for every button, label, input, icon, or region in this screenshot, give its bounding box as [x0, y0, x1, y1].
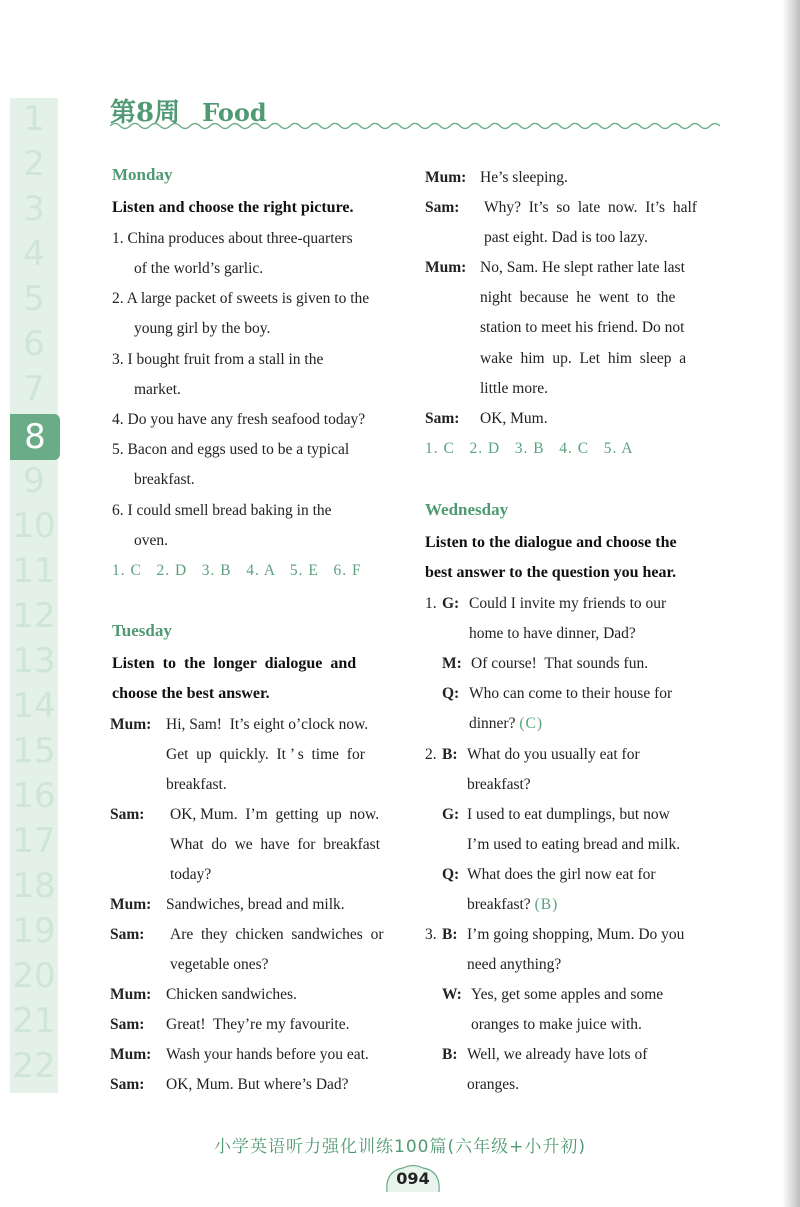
page-title: Food	[202, 98, 267, 127]
week-tab[interactable]: 2	[23, 144, 45, 184]
week-tab[interactable]: 20	[12, 956, 56, 996]
dialogue-text: dinner?	[469, 715, 516, 732]
week-tab[interactable]: 12	[12, 596, 56, 636]
week-tab[interactable]: 13	[12, 641, 56, 681]
monday-line: oven.	[134, 532, 169, 549]
dialogue-line: OK, Mum. I’m getting up now.	[170, 806, 380, 823]
week-tab[interactable]: 1	[23, 99, 45, 139]
monday-line: 4. Do you have any fresh seafood today?	[112, 411, 366, 428]
speaker-label: Mum:	[425, 169, 467, 186]
question-number: 3.	[425, 926, 437, 943]
tuesday-heading: Tuesday	[112, 621, 172, 640]
dialogue-line: wake him up. Let him sleep a	[480, 350, 687, 367]
speaker-label: M:	[442, 655, 462, 672]
page-edge-shadow	[782, 0, 800, 1207]
dialogue-line: OK, Mum.	[480, 410, 548, 427]
monday-line: young girl by the boy.	[134, 320, 271, 337]
week-tab[interactable]: 21	[12, 1001, 56, 1041]
monday-answers: 1. C 2. D 3. B 4. A 5. E 6. F	[112, 562, 362, 579]
speaker-label: Sam:	[110, 1016, 145, 1033]
dialogue-line: Hi, Sam! It’s eight o’clock now.	[166, 716, 369, 733]
week-tab[interactable]: 4	[23, 234, 45, 274]
speaker-label: Sam:	[425, 410, 460, 427]
dialogue-line: He’s sleeping.	[480, 169, 568, 186]
speaker-label: Sam:	[110, 926, 145, 943]
dialogue-line: vegetable ones?	[170, 956, 269, 973]
dialogue-line: station to meet his friend. Do not	[480, 319, 685, 336]
week-tab[interactable]: 3	[23, 189, 45, 229]
speaker-label: Sam:	[110, 806, 145, 823]
week-tab[interactable]: 9	[23, 461, 45, 501]
speaker-label: Mum:	[425, 259, 467, 276]
dialogue-line: need anything?	[467, 956, 562, 973]
dialogue-line: Sandwiches, bread and milk.	[166, 896, 345, 913]
dialogue-line: past eight. Dad is too lazy.	[484, 229, 648, 246]
dialogue-line: I’m going shopping, Mum. Do you	[467, 926, 685, 943]
monday-line: breakfast.	[134, 471, 195, 488]
tuesday-instruction: Listen to the longer dialogue and	[112, 655, 357, 672]
dialogue-line: OK, Mum. But where’s Dad?	[166, 1076, 349, 1093]
monday-line: 6. I could smell bread baking in the	[112, 502, 332, 519]
week-tab-active[interactable]: 8	[10, 414, 60, 460]
monday-line: 2. A large packet of sweets is given to the	[112, 290, 370, 307]
week-tab[interactable]: 10	[12, 506, 56, 546]
dialogue-line: What do you usually eat for	[467, 746, 640, 763]
wednesday-instruction: best answer to the question you hear.	[425, 564, 677, 581]
speaker-label: B:	[442, 926, 458, 943]
tuesday-answers: 1. C 2. D 3. B 4. C 5. A	[425, 440, 634, 457]
dialogue-line: home to have dinner, Dad?	[469, 625, 636, 642]
wednesday-heading: Wednesday	[425, 500, 509, 519]
dialogue-text: breakfast?	[467, 896, 531, 913]
dialogue-line: Wash your hands before you eat.	[166, 1046, 369, 1063]
dialogue-line: Who can come to their house for	[469, 685, 673, 702]
speaker-label: G:	[442, 595, 460, 612]
week-tab[interactable]: 18	[12, 866, 56, 906]
dialogue-line: Of course! That sounds fun.	[471, 655, 649, 672]
speaker-label: Q:	[442, 685, 460, 702]
monday-line: 5. Bacon and eggs used to be a typical	[112, 441, 350, 458]
week-tab[interactable]: 22	[12, 1046, 56, 1086]
week-label: 第8周	[110, 98, 181, 128]
answer-mark: (C)	[519, 715, 544, 732]
dialogue-line: Get up quickly. It ’ s time for	[166, 746, 365, 763]
week-tab[interactable]: 7	[23, 369, 45, 409]
speaker-label: Mum:	[110, 1046, 152, 1063]
speaker-label: Mum:	[110, 716, 152, 733]
dialogue-line: oranges.	[467, 1076, 520, 1093]
header-wave-divider	[110, 121, 720, 131]
dialogue-line: Chicken sandwiches.	[166, 986, 297, 1003]
week-tab[interactable]: 16	[12, 776, 56, 816]
dialogue-line: Why? It’s so late now. It’s half	[484, 199, 697, 216]
dialogue-line: Could I invite my friends to our	[469, 595, 667, 612]
page-number: 094	[396, 1169, 430, 1188]
question-number: 2.	[425, 746, 437, 763]
dialogue-line	[467, 896, 558, 914]
week-tab[interactable]: 14	[12, 686, 56, 726]
speaker-label: Mum:	[110, 986, 152, 1003]
monday-line: 1. China produces about three-quarters	[112, 230, 353, 247]
week-tab[interactable]: 11	[12, 551, 56, 591]
dialogue-line: No, Sam. He slept rather late last	[480, 259, 685, 276]
question-number: 1.	[425, 595, 437, 612]
monday-heading: Monday	[112, 165, 173, 184]
speaker-label: W:	[442, 986, 462, 1003]
dialogue-line: breakfast?	[467, 776, 531, 793]
dialogue-line: What does the girl now eat for	[467, 866, 656, 883]
wednesday-instruction: Listen to the dialogue and choose the	[425, 534, 677, 551]
tuesday-instruction: choose the best answer.	[112, 685, 270, 702]
week-tab[interactable]: 6	[23, 324, 45, 364]
speaker-label: G:	[442, 806, 460, 823]
speaker-label: Q:	[442, 866, 460, 883]
speaker-label: Mum:	[110, 896, 152, 913]
dialogue-line	[469, 715, 543, 733]
speaker-label: B:	[442, 1046, 458, 1063]
dialogue-line: I used to eat dumplings, but now	[467, 806, 670, 823]
dialogue-line: Great! They’re my favourite.	[166, 1016, 350, 1033]
dialogue-line: I’m used to eating bread and milk.	[467, 836, 681, 853]
dialogue-line: What do we have for breakfast	[170, 836, 381, 853]
week-tabs	[10, 98, 58, 1093]
week-tab[interactable]: 15	[12, 731, 56, 771]
dialogue-line: Are they chicken sandwiches or	[170, 926, 384, 943]
monday-instruction: Listen and choose the right picture.	[112, 199, 354, 216]
speaker-label: B:	[442, 746, 458, 763]
week-tab[interactable]: 5	[23, 279, 45, 319]
week-tab[interactable]: 19	[12, 911, 56, 951]
book-title-footer: 小学英语听力强化训练100篇(六年级+小升初)	[214, 1137, 586, 1157]
monday-line: 3. I bought fruit from a stall in the	[112, 351, 324, 368]
monday-line: of the world’s garlic.	[134, 260, 264, 277]
dialogue-line: breakfast.	[166, 776, 227, 793]
speaker-label: Sam:	[425, 199, 460, 216]
speaker-label: Sam:	[110, 1076, 145, 1093]
answer-mark: (B)	[534, 896, 559, 913]
dialogue-line: today?	[170, 866, 212, 883]
dialogue-line: little more.	[480, 380, 549, 397]
dialogue-line: night because he went to the	[480, 289, 676, 306]
dialogue-line: oranges to make juice with.	[471, 1016, 642, 1033]
week-tab[interactable]: 17	[12, 821, 56, 861]
monday-line: market.	[134, 381, 181, 398]
dialogue-line: Yes, get some apples and some	[471, 986, 664, 1003]
dialogue-line: Well, we already have lots of	[467, 1046, 648, 1063]
